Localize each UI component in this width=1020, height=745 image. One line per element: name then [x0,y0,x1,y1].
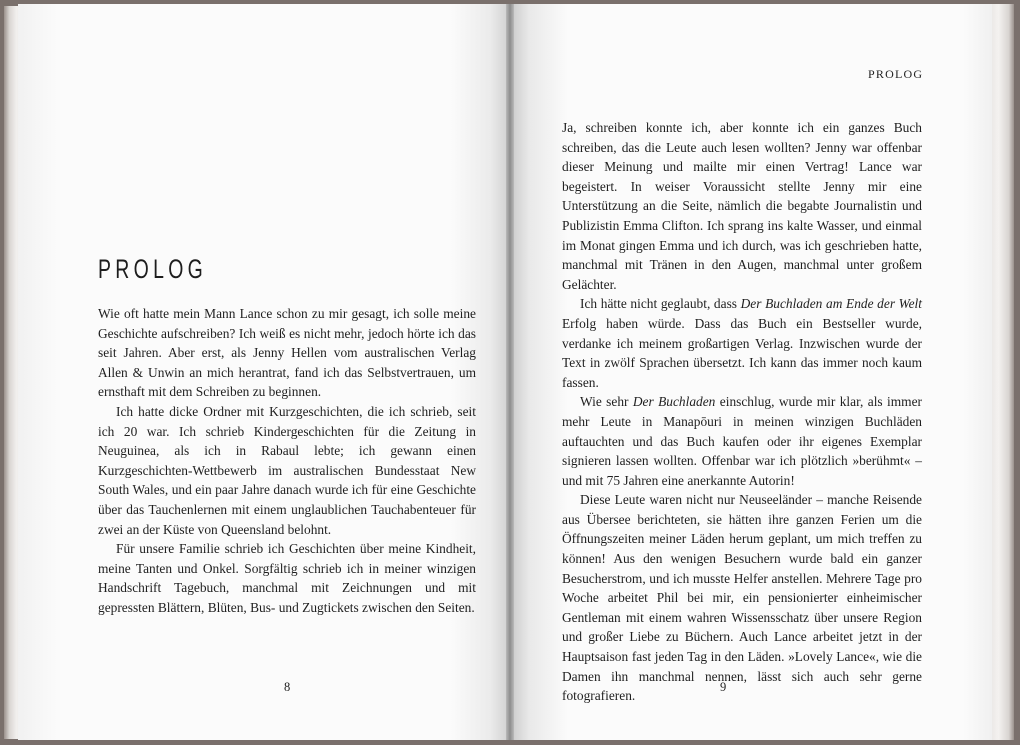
paragraph [98,402,476,539]
chapter-title: PROLOG [98,254,208,284]
book-gutter [506,4,514,740]
text-run: Ich hätte nicht geglaubt, dass [580,296,741,312]
running-head: PROLOG [868,67,924,81]
text-run: Für unsere Familie schrieb ich Geschichten über meine Kindheit, meine Tanten und Onkel. Sorgfältig schrieb ich in meiner winzigen Handschrift Tagebuch, manchmal mit Zeichnungen und mit gepressten Blättern, Blüten, Bus- und Zugtickets zwischen den Seiten. [98,541,476,615]
paragraph [562,490,922,706]
paragraph [98,539,476,617]
page-number-left: 8 [284,680,291,694]
text-run: Diese Leute waren nicht nur Neuseeländer – manche Reisende aus Übersee berichteten, sie hätten ihre ganzen Ferien um die Öffnungszeiten meiner Läden herum geplant, um mich treffen zu können! Aus den wenigen Besuchern wurde bald ein ganzer Besucherstrom, und ich musste Helfer anstellen. Mehrere Tage pro Woche arbeitet Phil bei mir, ein pensionierter einheimischer Gentleman mit einem wahren Wissensschatz über unsere Region und großer Liebe zu Büchern. Auch Lance arbeitet jetzt in der Hauptsaison fast jeden Tag in den Läden. »Lovely Lance«, wie die Damen ihn manchmal nennen, lässt sich auch sehr gerne fotografieren. [562,492,922,704]
text-run: Wie sehr [580,394,633,410]
paragraph [562,392,922,490]
left-page [18,4,510,740]
text-run: Ja, schreiben konnte ich, aber konnte ich ein ganzes Buch schreiben, das die Leute auch lesen wollten? Jenny war offenbar dieser Meinung und mailte mir einen Vertrag! Lance war begeistert. In weiser Voraussicht stellte Jenny mir eine Unterstützung an die Seite, nämlich die begabte Journalistin und Publizistin Emma Clifton. Ich sprang ins kalte Wasser, und einmal im Monat gingen Emma und ich durch, was ich geschrieben hatte, manchmal mit Tränen in den Augen, manchmal unter großem Gelächter. [562,120,922,292]
text-run: Wie oft hatte mein Mann Lance schon zu mir gesagt, ich solle meine Geschichte aufschreiben? Ich weiß es nicht mehr, jedoch hörte ich das seit Jahren. Aber erst, als Jenny Hellen vom australischen Verlag Allen & Unwin an mich herantrat, fand ich das Selbstvertrauen, um ernsthaft mit dem Schreiben zu beginnen. [98,306,476,400]
paragraph [562,118,922,294]
book-title-reference: Der Buchladen [632,394,716,410]
left-page-body [98,304,476,618]
page-number-right: 9 [720,680,727,694]
right-page [510,4,992,740]
text-run: einschlug, wurde mir klar, als immer mehr Leute in Manapōuri in meinen winzigen Buchläden auftauchten und das Buch kaufen oder ihr eigenes Exemplar signieren lassen wollten. Offenbar war ich plötzlich »berühmt« – und mit 75 Jahren eine anerkannte Autorin! [562,394,922,488]
paragraph [562,294,922,392]
text-run: Erfolg haben würde. Dass das Buch ein Bestseller wurde, verdanke ich meinem großartigen Verlag. Inzwischen wurde der Text in zwölf Sprachen übersetzt. Ich kann das immer noch kaum fassen. [562,315,922,390]
right-page-body [562,118,922,706]
text-run: Ich hatte dicke Ordner mit Kurzgeschichten, die ich schrieb, seit ich 20 war. Ich schrieb Kindergeschichten für die Zeitung in Neuguinea, als ich in Rabaul lebte; ich gewann einen Kurzgeschichten-Wettbewerb im australischen Bundesstaat New South Wales, und ein paar Jahre danach wurde ich für eine Geschichte über das Tauchenlernen mit einem unglaublichen Tauchabenteuer für zwei an der Küste von Queensland belohnt. [98,403,476,537]
paragraph [98,304,476,402]
book-title-reference: Der Buchladen am Ende der Welt [740,296,922,312]
